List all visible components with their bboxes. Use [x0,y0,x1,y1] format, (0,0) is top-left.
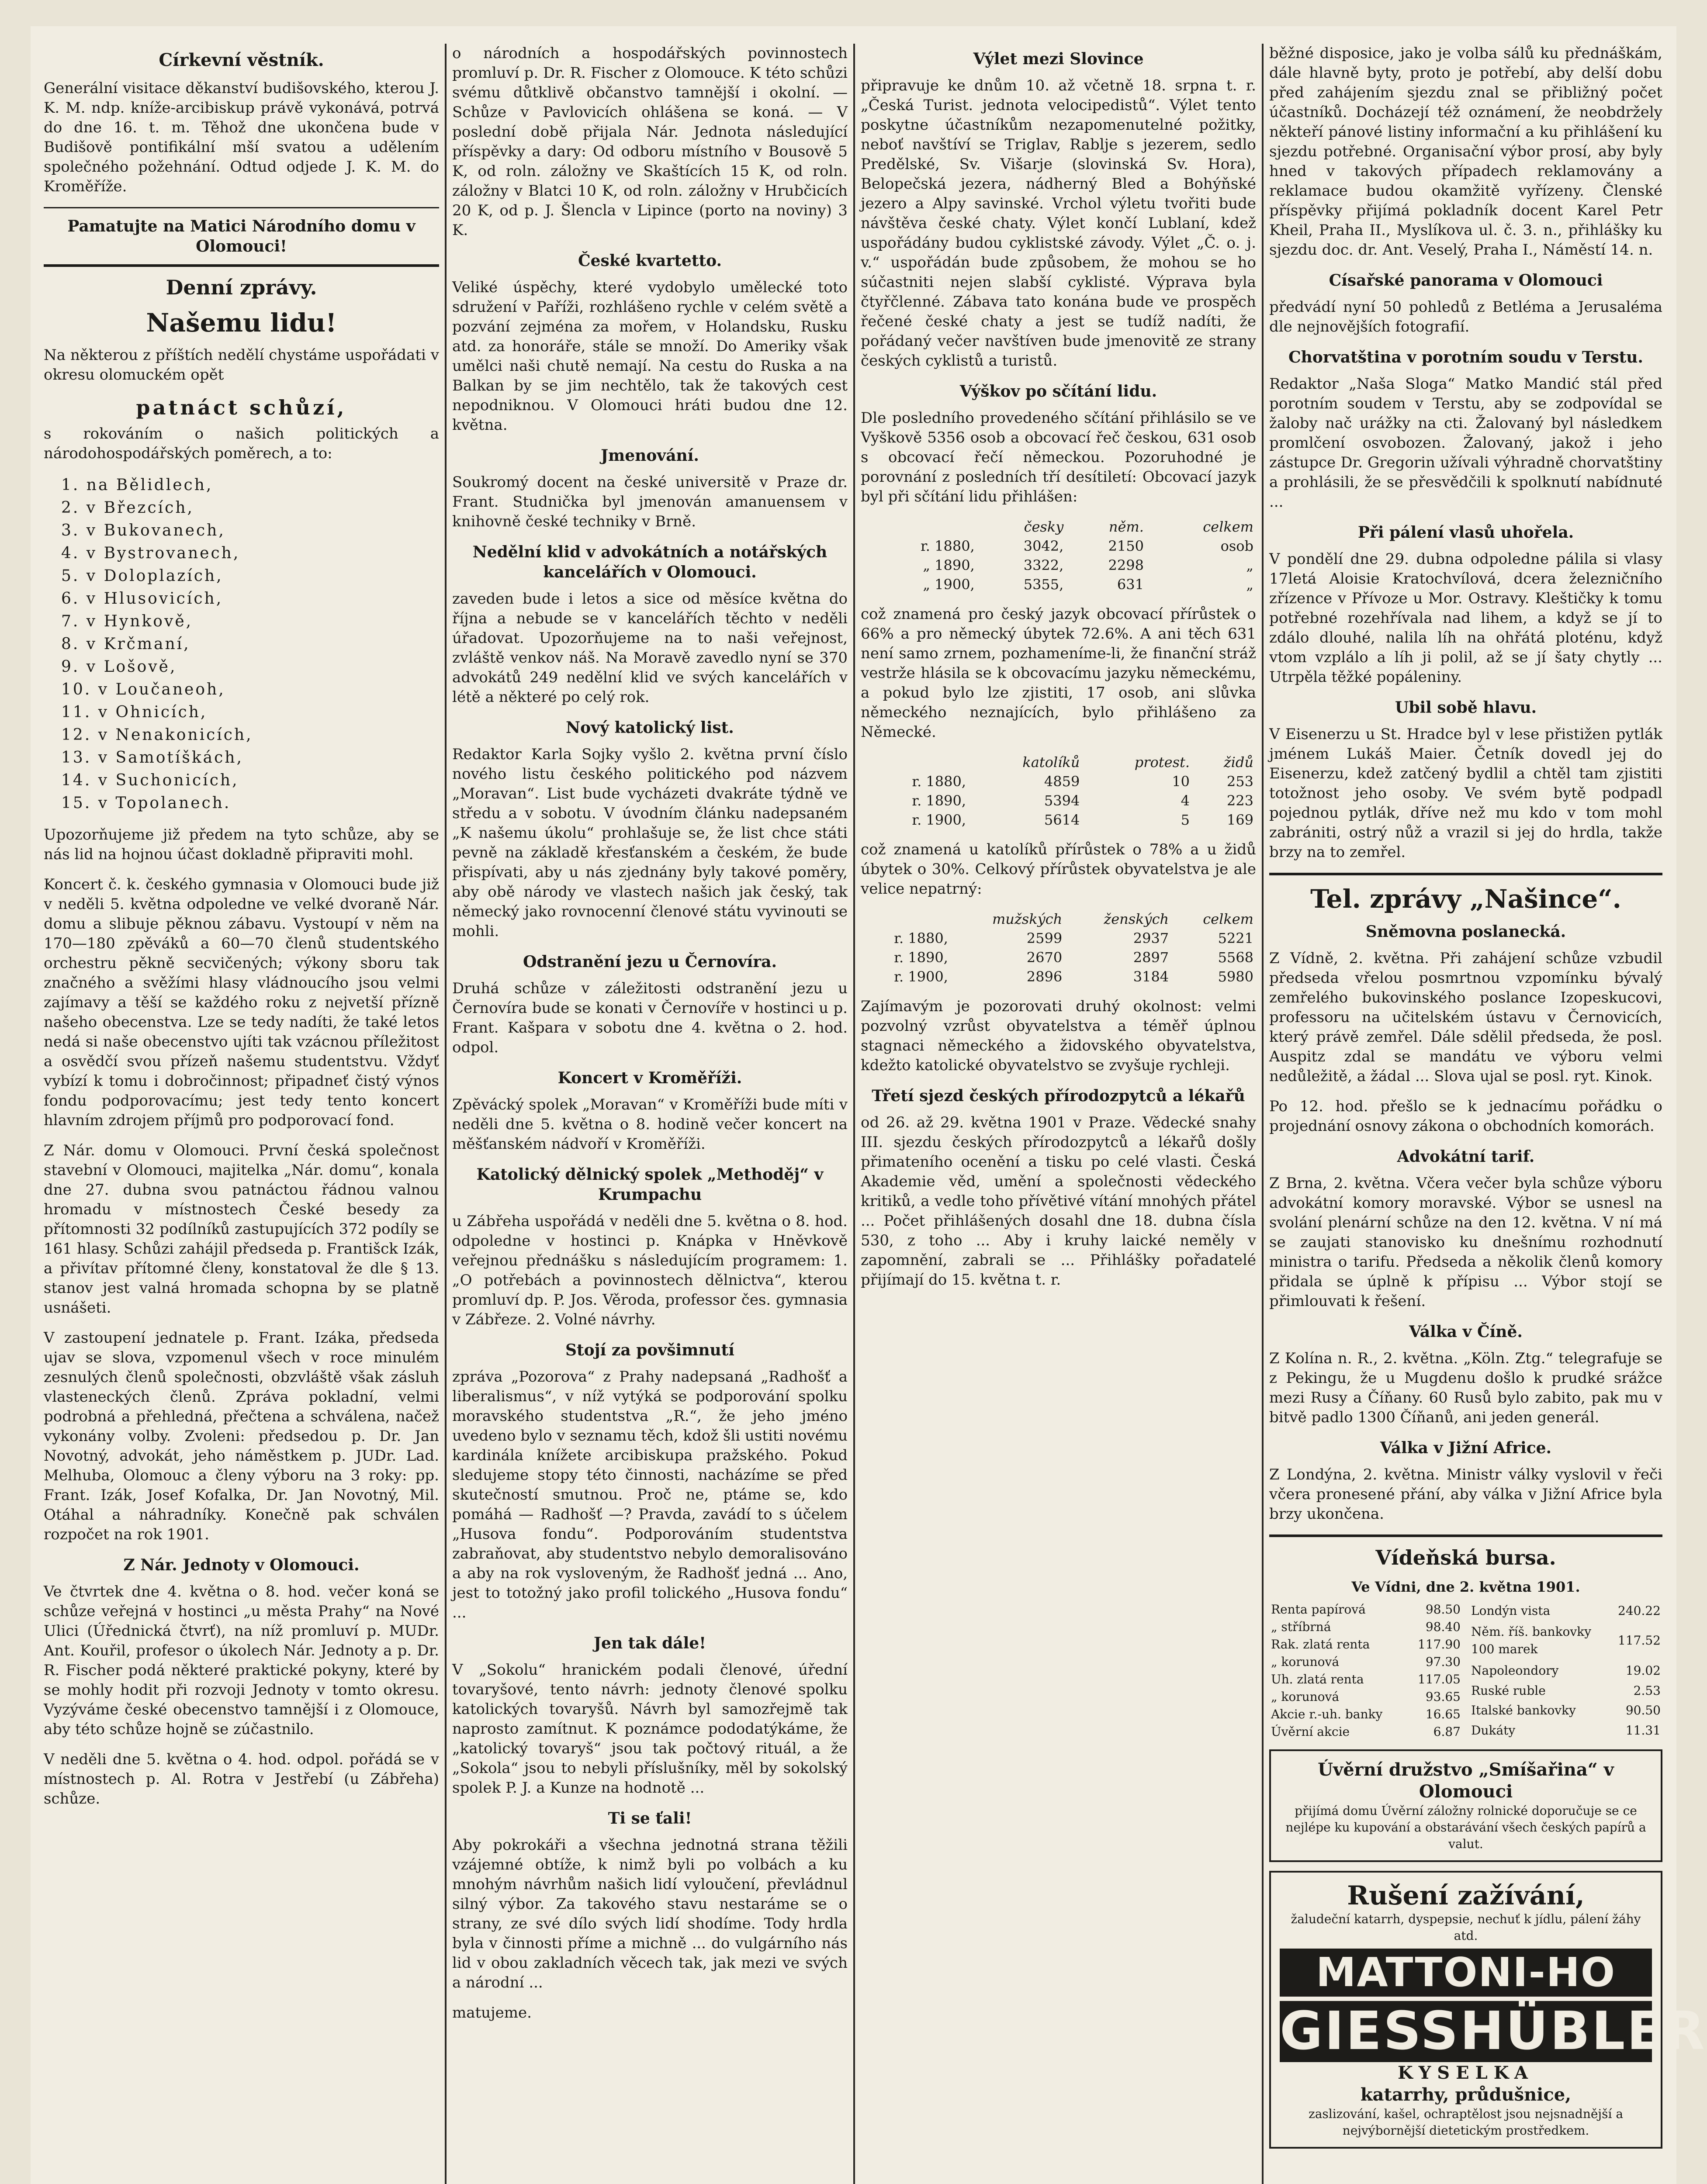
meetings-intro-2: s rokováním o našich politických a národohospodářských poměrech, a to: [44,425,439,462]
weir-heading: Odstranění jezu u Černovíra. [523,953,777,971]
giesshubler-logo: GIESSHÜBLER [1280,2001,1707,2062]
table-row: Ruské ruble 2.53 [1471,1683,1661,1698]
table-row: Rak. zlatá renta 117.90 [1271,1637,1461,1652]
sunday-rest-text: zaveden bude i letos a sice od měsíce května do října a nebude se v kancelářích těchto v neděli úřadovat. Upozorňujeme na to naši veřejnost, zvláště venkov náš. Na Moravě zavedlo nyní se 370 advokátů 249 nedělní klid ve svých kancelářích v létě a některé po celý rok. [452,590,848,706]
panorama-heading: Císařské panorama v Olomouci [1329,271,1603,290]
mattoni-ad [1269,1871,1707,2149]
column-2 [452,44,848,2184]
column-rule [853,44,855,2184]
religion-table: katolíků protest. židů r. 1880, 4859 10 253 r. 1890, 5394 4 223 r. 1900, 5614 5 169 [861,753,1256,829]
table-row: Londýn vista 240.22 [1471,1603,1661,1618]
table-row: r. 1890, 2670 2897 5568 [894,949,1253,966]
list-item: 5. v Doloplazích, [61,567,223,585]
china-war-heading: Válka v Číně. [1409,1323,1523,1341]
slovenia-trip-text: připravuje ke dnům 10. až včetně 18. srpna t. r. „Česká Turist. jednota velocipedistů“. Výlet tento poskytne účastníkům nezapomenutelné požitky, neboť navštíví se Triglav, Rablje s jezerem, sedlo Predělské, Sv. Višarje (slovinská Sv. Hora), Belopečská jezera, nádherný Bled a Bohýňské jezero a Alpy savinské. Vrchol výletu tvořiti bude návštěva české chaty. Výlet končí Lublaní, kdež uspořádány budou cyklistské závody. Výlet „Č. o. j. v.“ uspořádán bude způsobem, že mohou se ho súčastniti nejen slabší cyklisté. Výprava byla čtyřčlenné. Zábava tato konána bude ve prospěch řečené české chaty a jest se tudíž nadíti, že pořádaný večer navštíven bude jmenovitě ze strany českých cyklistů a turistů. [861,77,1256,370]
table-row: „ 1890, 3322, 2298 „ [923,557,1253,574]
table-row: „ stříbrná 98.40 [1271,1620,1461,1634]
credit-union-ad-text: přijímá domu Úvěrní záložny rolnické doporučuje se ce nejlépe ku kupování a obstarávání všech českých papírů a valut. [1285,1804,1646,1851]
table-row: r. 1900, 5614 5 169 [912,812,1253,828]
ti-se-tali-text-2: matujeme. [452,2004,532,2022]
column-1 [44,44,439,2184]
panorama-text: předvádí nyní 50 pohledů z Betléma a Jerusaléma dle nejnovějších fotografií. [1269,298,1662,335]
parliament-text: Z Vídně, 2. května. Při zahájení schůze vzbudil předseda vřelou posmrtnou vzpomínku bývalý zemřelého bukovinského poslance Izopeskucovi, professoru na učitelském ústavu v Černovicích, který právě zemřel. Dále sdělil předseda, že posl. Auspitz zdal se mandátu ve výboru velmi nedůležitě, a žádal ... Slova ujal se posl. ryt. Kinok. [1269,950,1662,1085]
divider [44,207,439,208]
table-row: r. 1880, 2599 2937 5221 [894,930,1253,947]
workers-society-heading: Katolický dělnický spolek „Methoděj“ v Krumpachu [476,1165,824,1204]
china-war-text: Z Kolína n. R., 2. května. „Köln. Ztg.“ telegrafuje se z Pekingu, že u Mugdenu došlo k prudké srážce mezi Rusy a Číňany. 60 Rusů bylo zabito, pak mu v bitvě padlo 1300 Číňanů, ani jeden generál. [1269,1350,1662,1426]
ti-se-tali-heading: Ti se ťali! [608,1809,692,1828]
telegrams-heading: Tel. zprávy „Našince“. [1310,884,1621,914]
mattoni-ad-text: žaludeční katarrh, dyspepsie, nechuť k jídlu, pálení žáhy atd. [1291,1912,1641,1943]
list-item: 2. v Březcích, [61,499,194,517]
kyselka-label: KYSELKA [1398,2063,1534,2083]
table-row: „ 1900, 5355, 631 „ [923,576,1253,593]
language-table: česky něm. celkem r. 1880, 3042, 2150 osob „ 1890, 3322, 2298 „ „ 1900, 5355, 631 „ [861,517,1256,594]
quartet-text: Veliké úspěchy, které vydobylo umělecké toto sdružení v Paříži, rozhlášeno rychle v celém světě a pozvání zejména za mořem, v Holandsku, Rusku atd. za honoráře, stále se množí. Do Ameriky však umělci naši chutě nemají. Na cestu do Ruska a na Balkan by se jim nechtělo, tak že takových cest nepodniknou. V Olomouci hráti budou dne 12. května. [452,279,848,434]
table-row: r. 1900, 2896 3184 5980 [894,968,1253,985]
suicide-heading: Ubil sobě hlavu. [1395,698,1537,717]
daily-news-heading: Denní zprávy. [166,276,317,299]
list-item: 14. v Suchonicích, [61,771,239,789]
table-row: Uh. zlatá renta 117.05 [1271,1672,1461,1686]
list-item: 1. na Bělidlech, [61,476,213,494]
table-row: r. 1890, 5394 4 223 [912,792,1253,809]
weir-text: Druhá schůze v záležitosti odstranění jezu u Černovíra bude se konati v Černovíře v hostinci u p. Frant. Kašpara v sobotu dne 4. května o 2. hod. odpol. [452,980,848,1056]
credit-union-ad [1269,1749,1662,1862]
church-news-heading: Církevní věstník. [159,50,324,70]
bourse-date: Ve Vídni, dne 2. května 1901. [1351,1579,1580,1595]
appointment-text: Soukromý docent na české universitě v Praze dr. Frant. Studnička byl jmenován amanuensem v knihovně české techniky v Brně. [452,473,848,530]
union-continued-text: o národních a hospodářských povinnostech promluví p. Dr. R. Fischer z Olomouce. K této schůzi svému důtklivě občanstvo tamnější i okolní. — Schůze v Pavlovicích ohlášena se koná. — V poslední době přijala Nár. Jednota následující příspěvky a dary: Od odboru místního v Bousově 5 K, od roln. záložny ve Skaštících 15 K, od roln. záložny v Blatci 10 K, od roln. záložny v Hrubčicích 20 K, od p. J. Šlencla v Lipince (porto na noviny) 3 K. [452,45,848,239]
jen-tak-dale-text: V „Sokolu“ hranickém podali členové, úřední tovaryšové, tento návrh: jednoty členové spolku katolických tovaryšů. Návrh byl samozřejmě tak naprosto zamítnut. K poznámce pododatýkáme, že „katolický tovaryš“ jsou tak počtový rituál, a že „Sokola“ jsou to nebyli příslušníky, měl by sokolský spolek P. J. a Kunze na hodnotě ... [452,1661,848,1797]
list-item: 15. v Topolanech. [61,794,231,812]
parliament-heading: Sněmovna poslanecká. [1365,923,1566,941]
appointment-heading: Jmenování. [601,446,699,465]
column-rule [1262,44,1264,2184]
meetings-intro: Na některou z příštích nedělí chystáme uspořádati v okresu olomuckém opět [44,346,439,384]
list-item: 11. v Ohnicích, [61,703,208,721]
croatian-text: Redaktor „Naša Sloga“ Matko Mandić stál před porotním soudem v Terstu, aby se zodpovídal se žaloby nač urážky na cti. Žalovaný byl následkem promlčení osvobozen. Žalovaný, jakož i jeho zástupce Dr. Gregorin užívali výhradně chorvatštiny a prohlásili, že se přesvědčili k spolknutí nabídnuté ... [1269,375,1662,511]
table-row: Úvěrní akcie 6.87 [1271,1724,1461,1739]
table-row: Napoleondory 19.02 [1471,1663,1661,1678]
vyskov-census-text: Dle posledního provedeného sčítání přihlásilo se ve Vyškově 5356 osob a obcovací řeč českou, 631 osob s obcovací řečí německou. Pozoruhodné je porovnání z posledních tří desítiletí: Obcovací jazyk byl při sčítání lidu přihlášen: [861,409,1256,505]
table-row: Italské bankovky 90.50 [1471,1703,1661,1718]
column-4 [1269,44,1707,2184]
slovenia-trip-heading: Výlet mezi Slovince [973,50,1144,68]
table-row: „ korunová 93.65 [1271,1690,1461,1704]
bourse-left-table [1269,1601,1462,1741]
list-item: 4. v Bystrovanech, [61,544,240,562]
table-row: Dukáty 11.31 [1471,1723,1661,1738]
quartet-heading: České kvartetto. [578,252,722,270]
bourse-heading: Vídeňská bursa. [1375,1546,1556,1569]
list-item: 6. v Hlusovicích, [61,590,223,608]
national-house-text: Z Nár. domu v Olomouci. První česká společnost stavební v Olomouci, majitelka „Nár. domu“, konala dne 27. dubna svou patnáctou řádnou valnou hromadu v místnostech České besedy za přítomnosti 32 podílníků zastupujících 372 podíly se 161 hlasy. Schůzi zahájil předseda p. Františck Izák, a přivítav přítomné členy, konstatoval že dle § 13. stanov jest valná hromada schopna by se platně usnášeti. [44,1142,439,1317]
meetings-list [61,474,439,815]
vyskov-census-text-4: Zajímavým je pozorovati druhý okolnost: velmi pozvolný vzrůst obyvatelstva a téměř úplnou stagnaci německého a židovského obyvatelstva, kdežto katolické obyvatelstvo se zvyšuje rychleji. [861,998,1256,1074]
table-row: Něm. říš. bankovky 100 marek 117.52 [1471,1624,1661,1657]
notice-text: zpráva „Pozorova“ z Prahy nadepsaná „Radhošť a liberalismus“, v níž vytýká se podporování spolku moravského studentstva „R.“, že jeho jméno uvedeno bylo v seznamu těch, kdož šli ustiti novému kardinála knížete arcibiskupa pražského. Pokud sledujeme stopy této činnosti, nacházíme se před skutečností smutnou. Proč ne, ptáme se, kdo pomáhá — Radhošť —? Pravda, zavádí to s účelem „Husova fondu“. Podporováním studentstva zabraňovat, aby studentstvo nebylo demoralisováno a aby na rok vysloveným, že Radhošť jedná ... Ano, jest to totožný jako profil tolického „Husova fondu“ ... [452,1368,848,1621]
divider [1269,873,1662,875]
national-union-text-2: V neděli dne 5. května o 4. hod. odpol. pořádá se v místnostech p. Al. Rotra v Jestřebí (u Zábřeha) schůze. [44,1751,439,1807]
divider [1269,1534,1662,1537]
sunday-rest-heading: Nedělní klid v advokátních a notářských kancelářích v Olomouci. [472,543,828,581]
vyskov-census-heading: Výškov po sčítání lidu. [959,382,1157,401]
catholic-paper-text: Redaktor Karla Sojky vyšlo 2. května první číslo nového listu českého politického pod názvem „Moravan“. List bude vycházeti dvakráte týdně ve středu a v sobotu. V úvodním článku nadepsaném „K našemu úkolu“ prohlašuje se, že list chce státi pevně na základě křesťanském a českém, že bude přispívati, aby u nás zjednány byly takové poměry, aby obě národy ve vlastech našich jak český, tak německý jako rovnocenní členové státu vyvinouti se mohli. [452,746,848,940]
meetings-note: Upozorňujeme již předem na tyto schůze, aby se nás lid na hojnou účast dokladně připraviti mohl. [44,826,439,863]
meetings-count: patnáct schůzí, [136,396,347,419]
parliament-text-2: Po 12. hod. přešlo se k jednacímu pořádku o projednání osnovy zákona o obchodních komorách. [1269,1098,1662,1135]
list-item: 9. v Lošově, [61,658,177,676]
list-item: 8. v Krčmaní, [61,635,190,653]
matice-notice: Pamatujte na Matici Národního domu v Olomouci! [67,217,415,256]
church-news-text: Generální visitace děkanství budišovského, kterou J. K. M. ndp. kníže-arcibiskup právě vykonává, potrvá do dne 16. t. m. Těhož dne ukončena bude v Budišově pontifikální mší svatou a udělením společného požehnání. Odtud odjede J. K. M. do Kroměříže. [44,79,439,195]
kromeriz-concert-heading: Koncert v Kroměříži. [557,1069,742,1087]
table-row: Renta papírová 98.50 [1271,1602,1461,1617]
vyskov-census-text-3: což znamená u katolíků přírůstek o 78% a u židů úbytek o 30%. Celkový přírůstek obyvatelstva je ale velice nepatrný: [861,841,1256,898]
congress-heading: Třetí sjezd českých přírodozpytců a lékařů [872,1087,1245,1105]
bourse-right-table [1469,1601,1662,1741]
table-row: r. 1880, 4859 10 253 [912,773,1253,790]
national-union-text: Ve čtvrtek dne 4. května o 8. hod. večer koná se schůze veřejná v hostinci „u města Prahy“ na Nové Ulici (Úřednická čtvrť), na níž promluví p. MUDr. Ant. Kouřil, profesor o úkolech Nár. Jednoty a p. Dr. R. Fischer podá některé praktické pokyny, které by se mohly hodit při rozvoji Jednoty v tomto okresu. Vyzýváme české obecenstvo tamnější i z Olomouce, aby této schůze hojně se zúčastnilo. [44,1583,439,1738]
newspaper-page [31,26,1707,2184]
mattoni-ad-heading: Rušení zažívání, [1347,1880,1585,1911]
mattoni-logo: MATTONI-HO [1280,1949,1652,1997]
workers-society-text: u Zábřeha uspořádá v neděli dne 5. května o 8. hod. odpoledne v hostinci p. Knápka v Hněvkově veřejnou přednášku s následujícím programem: 1. „O potřebách a povinnostech dělnictva“, kterou promluví dp. P. Jos. Věroda, professor čes. gymnasia v Zábřeze. 2. Volné návrhy. [452,1213,848,1328]
list-item: 13. v Samotíškách, [61,749,243,767]
tariff-text: Z Brna, 2. května. Včera večer byla schůze výboru advokátní komory moravské. Výbor se usnesl na svolání plenární schůze na den 12. května. V ní má se zaujati stanovisko ku dnešnímu rozhodnutí ministra o tarifu. Předseda a několik členů komory přidala se úplně k přípisu ... Výbor stojí se přimlouvati k řešení. [1269,1175,1662,1310]
jen-tak-dale-heading: Jen tak dále! [594,1634,706,1652]
credit-union-ad-heading: Úvěrní družstvo „Smíšařina“ v Olomouci [1318,1759,1614,1802]
mattoni-ad-subline: katarrhy, průdušnice, [1360,2084,1572,2105]
list-item: 7. v Hynkově, [61,612,193,630]
burned-text: V pondělí dne 29. dubna odpoledne pálila si vlasy 17letá Aloisie Kratochvílová, dcera železničního zřízence v Přívoze u Mor. Ostravy. Kleštičky k tomu potřebné rozehřívala nad lihem, a když se jí to zdálo dlouhé, nalila líh na ohřátá ploténu, když vtom vzplálo a líh ji polil, až se jí šaty chytly ... Utrpěla těžké popáleniny. [1269,550,1662,686]
congress-continued-text: běžné disposice, jako je volba sálů ku přednáškám, dále hlavně byty, proto je potřebí, aby delší dobu před zahájením sjezdu znal se přibližný počet účastníků. Docházejí též oznámení, že neobdržely někteří pánové listiny informační a ku přihlášení ku sjezdu potřebné. Organisační výbor prosí, aby byly hned v takových případech reklamovány a reklamace budou okamžitě vyřízeny. Členské příspěvky přijímá pokladník docent Karel Petr Kheil, Praha II., Myslíkova ul. č. 3. n., přihlášky ku sjezdu doc. dr. Ant. Veselý, Praha I., Náměstí 14. n. [1269,45,1662,259]
africa-war-text: Z Londýna, 2. května. Ministr války vyslovil v řeči včera pronesené přání, aby válka v Jižní Africe byla brzy ukončena. [1269,1466,1662,1523]
column-rule [445,44,447,2184]
mattoni-ad-small: zaslizování, kašel, ochraptělost jsou nejsnadnější a nejvýbornější dietetickým prostředkem. [1308,2107,1624,2138]
table-row: Akcie r.-uh. banky 16.65 [1271,1707,1461,1721]
burned-heading: Při pálení vlasů uhořela. [1357,523,1574,542]
suicide-text: V Eisenerzu u St. Hradce byl v lese přistižen pytlák jménem Lukáš Maier. Četník dovedl jej do Eisenerzu, kdež zatčený bydlil a chtěl tam zjistiti totožnost jeho osoby. Ve svém bytě podpadl pojednou pytlák, dříve než mu kdo v tom mohl zabrániti, ostrý nůž a vrazil si jej do hrdla, takže brzy na to zemřel. [1269,726,1662,861]
catholic-paper-heading: Nový katolický list. [566,719,734,737]
vyskov-census-text-2: což znamená pro český jazyk obcovací přírůstek o 66% a pro německý úbytek 72.6%. A ani těch 631 není samo zrnem, pozhameníme-li, že finanční stráž vestrže hlásila se k obcovacímu jazyku německému, a pokud bylo lze zjistiti, 17 osob, ani slůvka německého neznajících, bylo přihlášeno za Německé. [861,605,1256,741]
bourse-tables [1269,1601,1662,1741]
croatian-heading: Chorvatština v porotním soudu v Terstu. [1288,348,1643,366]
list-item: 10. v Loučaneoh, [61,681,225,698]
population-table: mužských ženských celkem r. 1880, 2599 2937 5221 r. 1890, 2670 2897 5568 r. 1900, 2896 3184 5980 [861,909,1256,986]
list-item: 12. v Nenakonicích, [61,726,253,744]
congress-text: od 26. až 29. května 1901 v Praze. Vědecké snahy III. sjezdu českých přírodozpytců a lékařů došly přimateního ocenění a tisku po celé vlasti. Česká Akademie věd, umění a společnosti vědeckého kritiků, a vedle toho přívětivé vítání mnohých přátel ... Počet přihlášených dosahl dne 18. dubna čísla 530, z toho ... Aby i kruhy laické neměly v zapomnění, zabrali se ... Přihlášky pořadatelé přijímají do 15. května t. r. [861,1114,1256,1289]
africa-war-heading: Válka v Jižní Africe. [1380,1439,1552,1457]
column-3 [861,44,1256,2184]
nasemu-lidu-heading: Našemu lidu! [146,308,337,338]
table-row: „ korunová 97.30 [1271,1655,1461,1669]
list-item: 3. v Bukovanech, [61,522,225,539]
divider [44,264,439,267]
national-union-heading: Z Nár. Jednoty v Olomouci. [123,1556,360,1574]
kromeriz-concert-text: Zpěvácký spolek „Moravan“ v Kroměříži bude míti v neděli dne 5. května o 8. hodině večer koncert na měšťanském nádvoří v Kroměříži. [452,1096,848,1153]
gymnasium-concert-text: Koncert č. k. českého gymnasia v Olomouci bude již v neděli 5. května odpoledne ve velké dvoraně Nár. domu a slibuje pěknou zábavu. Vystoupí v něm na 170—180 zpěváků a 60—70 členů studentského orchestru pěkně secvičených; výkony sboru tak značného a svěžími hlasy vládnoucího jsou velmi zajímavy a těší se každého roku z nejvetší přízně našeho obecenstva. Lze se tedy nadíti, že také letos nedá si naše obecenstvo ujíti tak vzácnou příležitost a osvědčí svou přízeň našemu studentstvu. Vždyť vybízí k tomu i dobročinnost; připadneť čistý výnos fondu podporovacímu; jest tedy tento koncert hlavním zdrojem příjmů pro podporovací fond. [44,876,439,1129]
ti-se-tali-text: Aby pokrokáři a všechna jednotná strana těžili vzájemné obtíže, k nimž byli po volbách a ku mnohým návrhům našich lidí vyloučení, převládnul silný výbor. Za takového stavu nestaráme se o strany, ze své dílo svých lidí shodíme. Tody hrdla byla v činnosti příme a michně ... do vulgárního nás lid v obou zakladních věcech tak, jak mezi ve svých a národní ... [452,1836,848,1991]
table-row: r. 1880, 3042, 2150 osob [920,538,1253,554]
national-house-text-2: V zastoupení jednatele p. Frant. Izáka, předseda ujav se slova, vzpomenul všech v roce minulém zesnulých členů společnosti, obzvláště však zásluh vlasteneckých členů. Zpráva pokladní, velmi podrobná a přehledná, přečtena a schválena, načež vykonány volby. Zvoleni: předsedou p. Dr. Jan Novotný, advokát, jeho náměstkem p. JUDr. Lad. Melhuba, Olomouc a členy výboru na 3 roky: pp. Frant. Izák, Josef Kofalka, Dr. Jan Novotný, Mil. Otáhal a náhradníky. Konečně pak schválen rozpočet na rok 1901. [44,1329,439,1543]
notice-heading: Stojí za povšimnutí [565,1341,734,1359]
tariff-heading: Advokátní tarif. [1397,1147,1535,1166]
